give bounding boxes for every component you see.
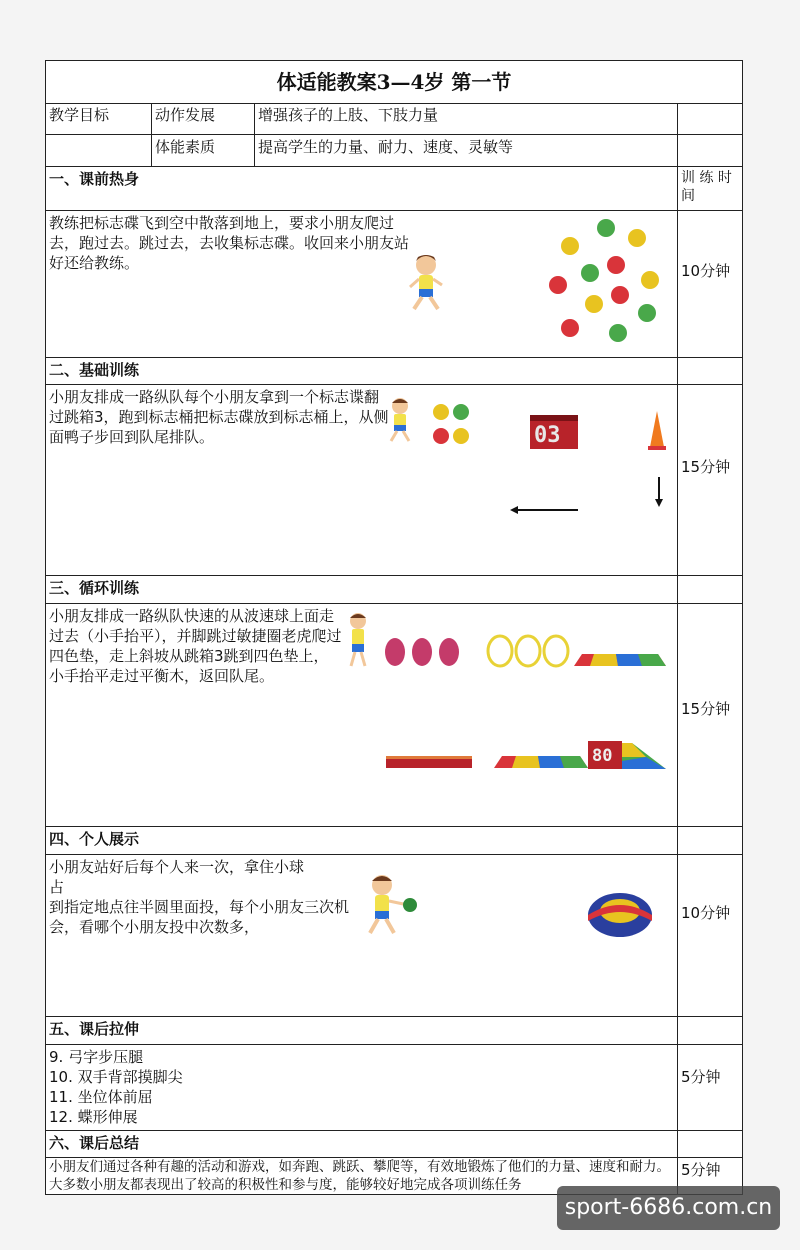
section-time: 15分钟	[681, 700, 731, 718]
stretch-item: 11. 坐位体前屈	[49, 1088, 153, 1106]
objective-row-1	[46, 103, 742, 135]
jump-box-number: 03	[534, 423, 561, 448]
objective-content: 提高学生的力量、耐力、速度、灵敏等	[255, 135, 678, 166]
page-title: 体适能教案3—4岁 第一节	[46, 61, 742, 104]
section-text-line: 到指定地点往半圆里面投，每个小朋友三次机会，看哪个小朋友投中次数多，	[49, 898, 350, 936]
time-empty	[678, 827, 742, 854]
section-title: 三、循环训练	[46, 576, 678, 603]
section-5-body	[46, 1045, 742, 1131]
time-empty	[678, 1017, 742, 1044]
section-text: 小朋友们通过各种有趣的活动和游戏，如奔跑、跳跃、攀爬等，有效地锻炼了他们的力量、速度和耐力。大多数小朋友都表现出了较高的积极性和参与度，能够较好地完成各项训练任务	[46, 1158, 678, 1194]
disc-icon	[549, 219, 659, 342]
section-title: 六、课后总结	[46, 1131, 678, 1157]
four-color-mat-icon	[494, 756, 588, 770]
agility-rings-icon	[486, 634, 571, 668]
section-text: 教练把标志碟飞到空中散落到地上，要求小朋友爬过去，跑过去。跳过去，去收集标志碟。收回来小朋友站好还给教练。	[49, 214, 410, 272]
stretch-item: 9. 弓字步压腿	[49, 1048, 144, 1066]
section-text: 小朋友排成一路纵队快速的从波速球上面走过去（小手抬平），并脚跳过敏捷圈老虎爬过四色垫，走上斜坡从跳箱3跳到四色垫上，小手抬平走过平衡木，返回队尾。	[49, 607, 342, 685]
lesson-plan-table	[45, 60, 743, 1195]
section-text: 小朋友排成一路纵队每个小朋友拿到一个标志谍翻过跳箱3，跑到标志桶把标志碟放到标志桶上，从侧面鸭子步回到队尾排队。	[49, 388, 389, 446]
time-empty	[678, 576, 742, 603]
time-empty	[678, 358, 742, 384]
section-title: 五、课后拉伸	[46, 1017, 678, 1044]
section-3-header	[46, 576, 742, 604]
section-4-header	[46, 827, 742, 855]
jump-box-number: 80	[592, 746, 613, 766]
balance-beam-icon	[386, 756, 474, 770]
objective-category: 动作发展	[152, 103, 255, 134]
section-6-header	[46, 1131, 742, 1158]
cone-icon	[648, 411, 666, 451]
child-running-illustration	[406, 253, 450, 315]
section-title: 二、基础训练	[46, 358, 678, 384]
section-title: 一、课前热身	[46, 167, 678, 210]
target-ring-icon	[586, 891, 656, 941]
child-throwing-illustration	[362, 873, 418, 939]
child-running-illustration	[386, 397, 418, 445]
arrow-down-icon	[654, 477, 664, 507]
scattered-discs-illustration	[546, 215, 666, 340]
time-empty	[678, 1131, 742, 1157]
section-4-body	[46, 855, 742, 1017]
section-5-header	[46, 1017, 742, 1045]
objective-row-2	[46, 135, 742, 167]
section-2-header	[46, 358, 742, 385]
section-1-body	[46, 211, 742, 358]
objective-label: 教学目标	[46, 103, 152, 134]
section-title: 四、个人展示	[46, 827, 678, 854]
section-time: 10分钟	[681, 262, 731, 280]
arrow-left-icon	[510, 505, 580, 515]
section-text-line: 小朋友站好后每个人来一次，拿住小球	[49, 858, 305, 876]
stretch-item: 12. 蝶形伸展	[49, 1108, 138, 1126]
time-header: 训 练 时间	[681, 170, 732, 204]
section-time: 5分钟	[681, 1161, 721, 1179]
objective-content: 增强孩子的上肢、下肢力量	[255, 103, 678, 134]
section-cell	[46, 385, 678, 575]
section-text-line: 占	[49, 878, 65, 896]
objective-label-empty	[46, 135, 152, 166]
section-time: 15分钟	[681, 458, 731, 476]
discs-icon	[432, 403, 472, 445]
section-1-header	[46, 167, 742, 211]
stretch-item: 10. 双手背部摸脚尖	[49, 1068, 183, 1086]
watermark: sport-6686.com.cn	[557, 1186, 780, 1230]
four-color-mat-icon	[574, 654, 666, 668]
child-walking-illustration	[344, 612, 374, 670]
section-3-body	[46, 604, 742, 827]
section-time: 5分钟	[681, 1068, 721, 1086]
section-time: 10分钟	[681, 904, 731, 922]
bosu-balls-icon	[384, 636, 464, 668]
section-cell	[46, 1045, 678, 1130]
objective-category: 体能素质	[152, 135, 255, 166]
section-2-body	[46, 385, 742, 576]
